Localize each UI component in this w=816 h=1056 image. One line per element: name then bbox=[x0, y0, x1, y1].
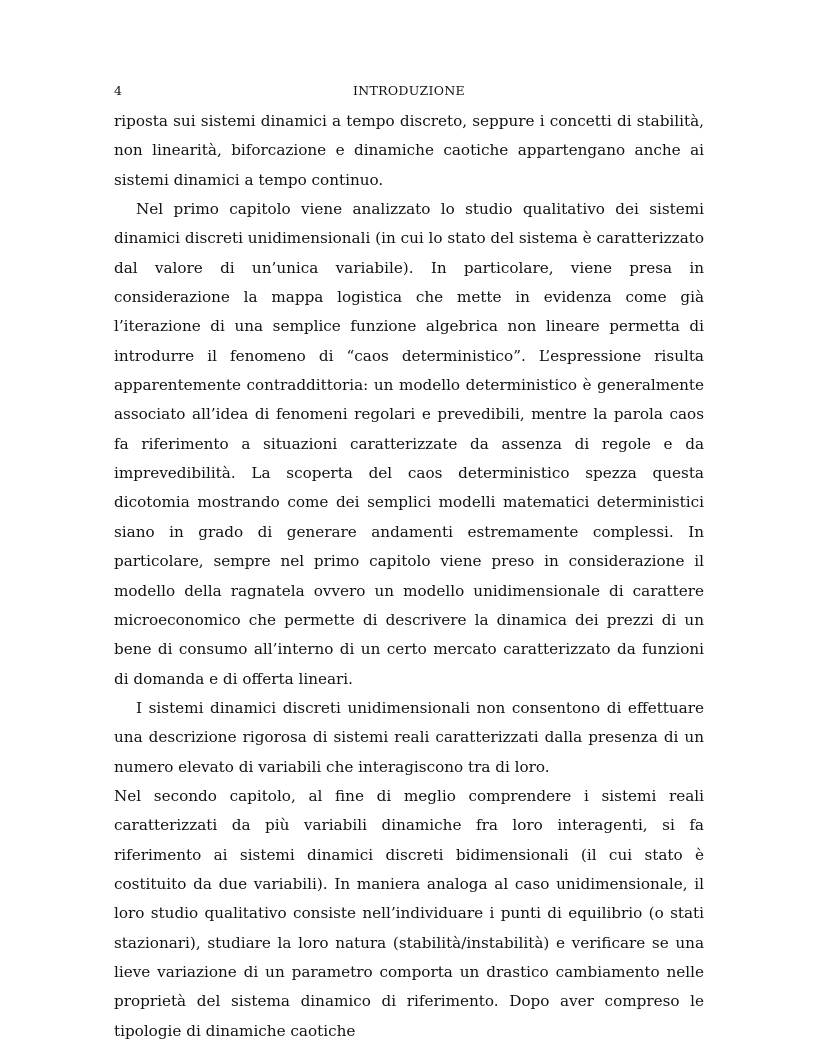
paragraph-first-chapter: Nel primo capitolo viene analizzato lo studio qualitativo dei sistemi dinamici discreti unidimensionali (in cui lo stato del sistema è caratterizzato dal valore di un’unica variabile). In particolare, viene presa in considerazione la mappa logistica che mette in evidenza come già l’iterazione di una semplice funzione algebrica non lineare permetta di introdurre il fenomeno di “caos deterministico”. L’espressione risulta apparentemente contraddittoria: un modello deterministico è generalmente associato all’idea di fenomeni regolari e prevedibili, mentre la parola caos fa riferimento a situazioni caratterizzate da assenza di regole e da imprevedibilità. La scoperta del caos deterministico spezza questa dicotomia mostrando come dei semplici modelli matematici deterministici siano in grado di generare andamenti estremamente complessi. In particolare, sempre nel primo capitolo viene preso in considerazione il modello della ragnatela ovvero un modello unidimensionale di carattere microeconomico che permette di descrivere la dinamica dei prezzi di un bene di consumo all’interno di un certo mercato caratterizzato da funzioni di domanda e di offerta lineari. bbox=[114, 200, 704, 688]
page-number: 4 bbox=[114, 83, 122, 98]
paragraph-unidimensional-limits: I sistemi dinamici discreti unidimensionali non consentono di effettuare una descrizione rigorosa di sistemi reali caratterizzati dalla presenza di un numero elevato di variabili che interagiscono tra di loro. bbox=[114, 698, 704, 776]
paragraph-second-chapter: Nel secondo capitolo, al fine di meglio comprendere i sistemi reali caratterizzati da più variabili dinamiche fra loro interagenti, si fa riferimento ai sistemi dinamici discreti bidimensionali (il cui stato è costituito da due variabili). In maniera analoga al caso unidimensionale, il loro studio qualitativo consiste nell’individuare i punti di equilibrio (o stati stazionari), studiare la loro natura (stabilità/instabilità) e verificare se una lieve variazione di un parametro comporta un drastico cambiamento nelle proprietà del sistema dinamico di riferimento. Dopo aver compreso le tipologie di dinamiche caotiche bbox=[114, 786, 704, 1040]
running-title: INTRODUZIONE bbox=[353, 83, 465, 98]
body-text bbox=[114, 107, 704, 1046]
page-header bbox=[114, 82, 704, 100]
paragraph-continuation: riposta sui sistemi dinamici a tempo discreto, seppure i concetti di stabilità, non linearità, biforcazione e dinamiche caotiche appartengano anche ai sistemi dinamici a tempo continuo. bbox=[114, 112, 704, 189]
